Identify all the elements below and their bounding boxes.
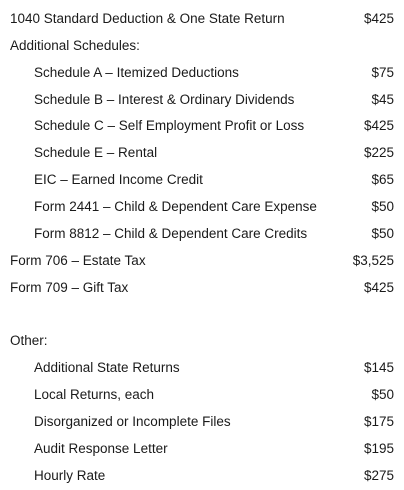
disorganized-files-row — [0, 412, 404, 432]
additional-schedules-heading-row — [0, 36, 404, 56]
hourly-rate-price: $275 — [363, 468, 394, 483]
other-heading-row — [0, 331, 404, 351]
schedule-e-label: Schedule E – Rental — [34, 145, 158, 160]
schedule-c-price: $425 — [363, 118, 394, 133]
estate-tax-row — [0, 251, 404, 271]
schedule-e-price: $225 — [363, 145, 394, 160]
disorganized-files-price: $175 — [363, 414, 394, 429]
local-returns-price: $50 — [371, 387, 394, 402]
eic-price: $65 — [371, 172, 394, 187]
main-return-price: $425 — [363, 11, 394, 26]
gift-tax-row — [0, 278, 404, 298]
additional-state-returns-label: Additional State Returns — [34, 360, 180, 375]
schedule-c-label: Schedule C – Self Employment Profit or Loss — [34, 118, 305, 133]
schedule-c-row — [0, 116, 404, 136]
estate-tax-price: $3,525 — [352, 253, 394, 268]
audit-response-price: $195 — [363, 441, 394, 456]
audit-response-label: Audit Response Letter — [34, 441, 168, 456]
disorganized-files-label: Disorganized or Incomplete Files — [34, 414, 231, 429]
eic-row — [0, 170, 404, 190]
gift-tax-label: Form 709 – Gift Tax — [10, 280, 129, 295]
form-2441-price: $50 — [371, 199, 394, 214]
hourly-rate-label: Hourly Rate — [34, 468, 106, 483]
eic-label: EIC – Earned Income Credit — [34, 172, 203, 187]
audit-response-row — [0, 439, 404, 459]
local-returns-label: Local Returns, each — [34, 387, 155, 402]
form-2441-row — [0, 197, 404, 217]
additional-state-returns-price: $145 — [363, 360, 394, 375]
form-8812-price: $50 — [371, 226, 394, 241]
hourly-rate-row — [0, 466, 404, 486]
additional-state-returns-row — [0, 358, 404, 378]
gift-tax-price: $425 — [363, 280, 394, 295]
schedule-a-price: $75 — [371, 65, 394, 80]
form-2441-label: Form 2441 – Child & Dependent Care Expense — [34, 199, 317, 214]
schedule-a-row — [0, 63, 404, 83]
schedule-b-price: $45 — [371, 92, 394, 107]
schedule-e-row — [0, 143, 404, 163]
main-return-row — [0, 9, 404, 29]
other-heading: Other: — [10, 333, 48, 348]
estate-tax-label: Form 706 – Estate Tax — [10, 253, 146, 268]
form-8812-label: Form 8812 – Child & Dependent Care Credits — [34, 226, 308, 241]
schedule-b-label: Schedule B – Interest & Ordinary Dividends — [34, 92, 295, 107]
schedule-b-row — [0, 90, 404, 110]
additional-schedules-heading: Additional Schedules: — [10, 38, 140, 53]
local-returns-row — [0, 385, 404, 405]
form-8812-row — [0, 224, 404, 244]
main-return-label: 1040 Standard Deduction & One State Return — [10, 11, 285, 26]
schedule-a-label: Schedule A – Itemized Deductions — [34, 65, 239, 80]
